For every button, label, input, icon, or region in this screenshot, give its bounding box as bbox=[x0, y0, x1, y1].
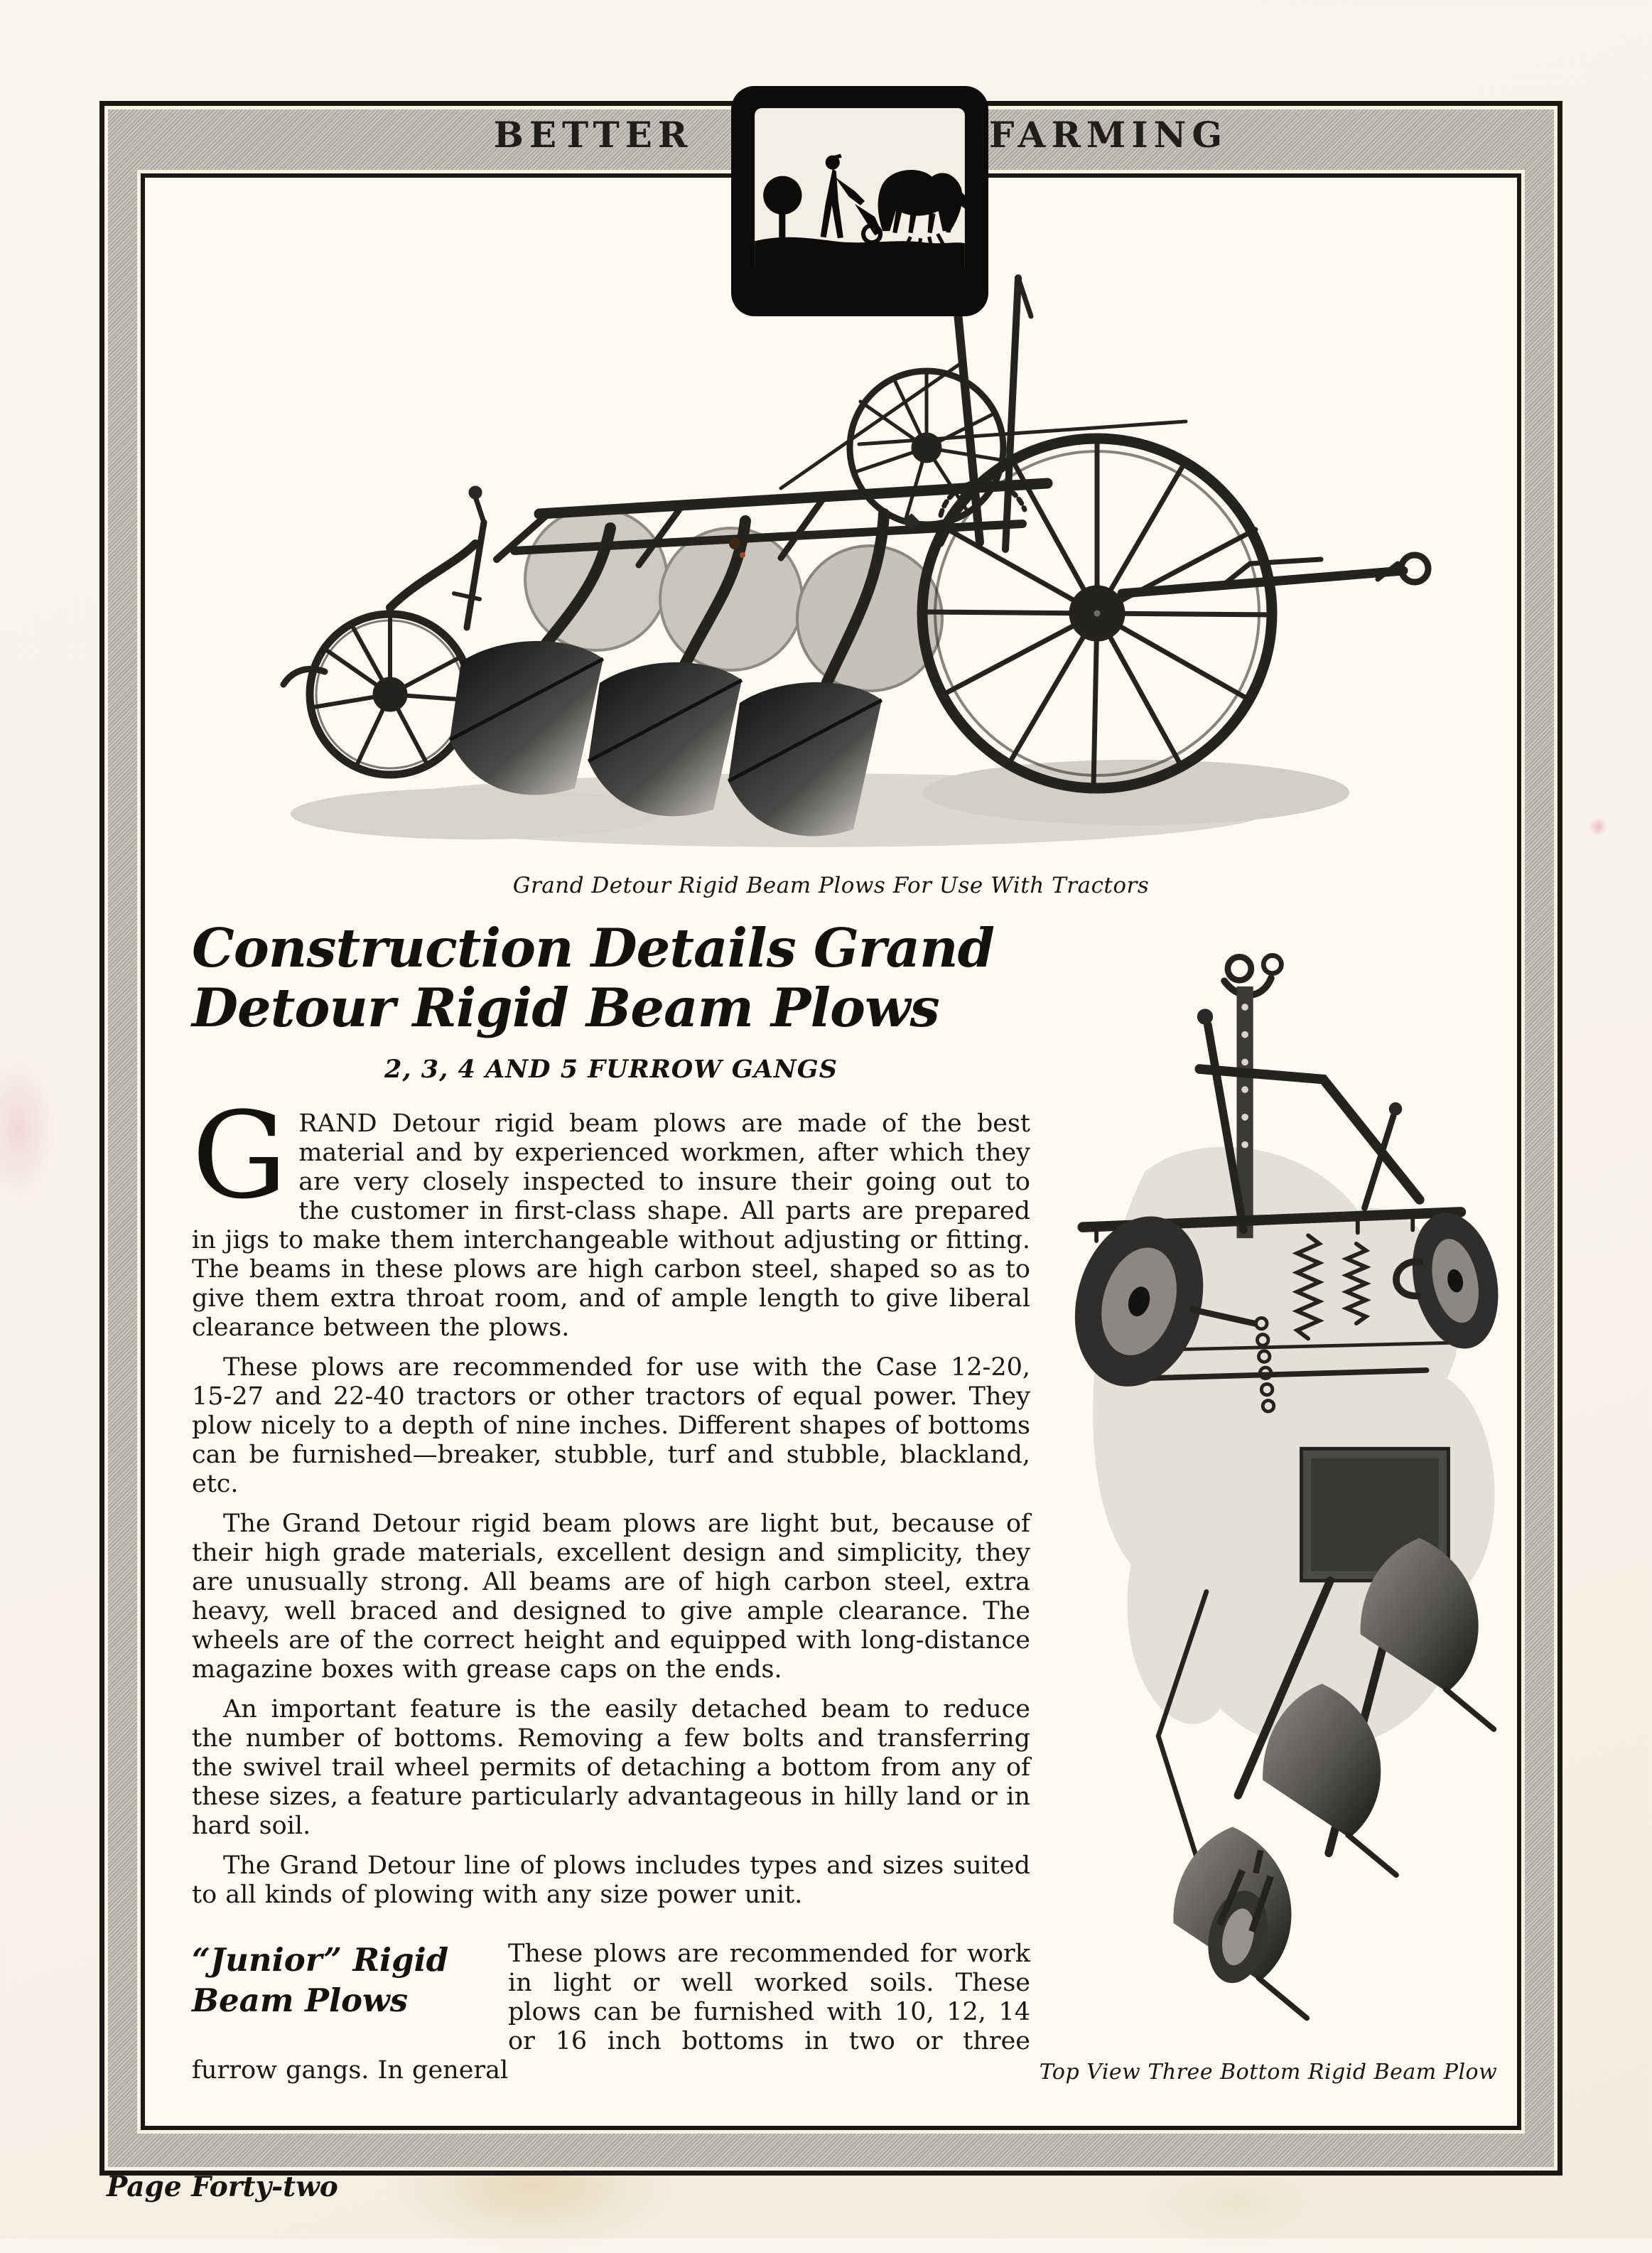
farmer-plowing-logo-icon bbox=[742, 97, 978, 304]
junior-heading-line1: “Junior” Rigid bbox=[192, 1941, 449, 1979]
body-paragraph: These plows are recommended for use with the Case 12-20, 15-27 and 22-40 tractors or other tractors of equal power. They plow nicely to a depth of nine inches. Different shapes of bottoms can be furnished—breaker, stubble, turf and stubble, blackland, etc. bbox=[192, 1353, 1030, 1498]
header-word-better: BETTER bbox=[493, 114, 693, 156]
junior-section bbox=[192, 1940, 1030, 2085]
ink-speck bbox=[740, 552, 745, 558]
article-title-line2: Detour Rigid Beam Plows bbox=[192, 977, 939, 1039]
body-paragraph: An important feature is the easily detached beam to reduce the number of bottoms. Removing a few bolts and transferring the swivel trail wheel permits of detaching a bottom from any of these sizes, a feature particularly advantageous in hilly land or in hard soil. bbox=[192, 1695, 1030, 1840]
figure-caption: Top View Three Bottom Rigid Beam Plow bbox=[1039, 2060, 1498, 2085]
page-frame bbox=[99, 101, 1562, 2176]
paragraph-text: RAND Detour rigid beam plows are made of the best material and by experienced workmen, after which they are very closely inspected to insure their going out to the customer in first-class shape. All parts are prepared in jigs to make them interchangeable without adjusting or fitting. The beams in these plows are high carbon steel, shaped so as to give them extra throat room, and of ample length to give liberal clearance between the plows. bbox=[192, 1109, 1030, 1342]
drop-cap: G bbox=[192, 1086, 288, 1225]
header-word-farming: FARMING bbox=[988, 114, 1229, 156]
body-paragraph: The Grand Detour rigid beam plows are light but, because of their high grade materials, excellent design and simplicity, they are unusually strong. All beams are of high carbon steel, extra heavy, well braced and designed to give ample clearance. The wheels are of the correct height and equipped with long-distance magazine boxes with grease caps on the ends. bbox=[192, 1510, 1030, 1684]
content-area bbox=[141, 173, 1521, 2130]
article-title-line1: Construction Details Grand bbox=[192, 917, 995, 979]
ink-speck bbox=[729, 538, 740, 549]
coulter-disc bbox=[660, 528, 802, 670]
junior-section-heading bbox=[192, 1940, 508, 2028]
front-land-wheel bbox=[284, 544, 475, 775]
figure-caption: Grand Detour Rigid Beam Plows For Use With Tractors bbox=[512, 873, 1150, 898]
plow-top-view-illustration bbox=[1035, 910, 1502, 2040]
better-farming-logo bbox=[733, 88, 986, 314]
body-paragraph: The Grand Detour line of plows includes types and sizes suited to all kinds of plowing with any size power unit. bbox=[192, 1851, 1030, 1909]
main-transport-wheel bbox=[922, 439, 1272, 788]
article bbox=[192, 918, 1030, 2085]
body-paragraph bbox=[192, 1086, 1030, 1343]
junior-heading-line2: Beam Plows bbox=[192, 1982, 409, 2019]
paper-stain bbox=[0, 1052, 57, 1208]
article-subtitle: 2, 3, 4 AND 5 FURROW GANGS bbox=[384, 1055, 838, 1084]
page-number-label: Page Forty-two bbox=[107, 2171, 338, 2203]
body-paragraph: These plows are recommended for work in light or well worked soils. These plows can be furnished with 10, 12, 14 or 16 inch bottoms in two or three furrow gangs. In general bbox=[192, 1940, 1030, 2085]
paper-stain bbox=[1589, 817, 1607, 836]
